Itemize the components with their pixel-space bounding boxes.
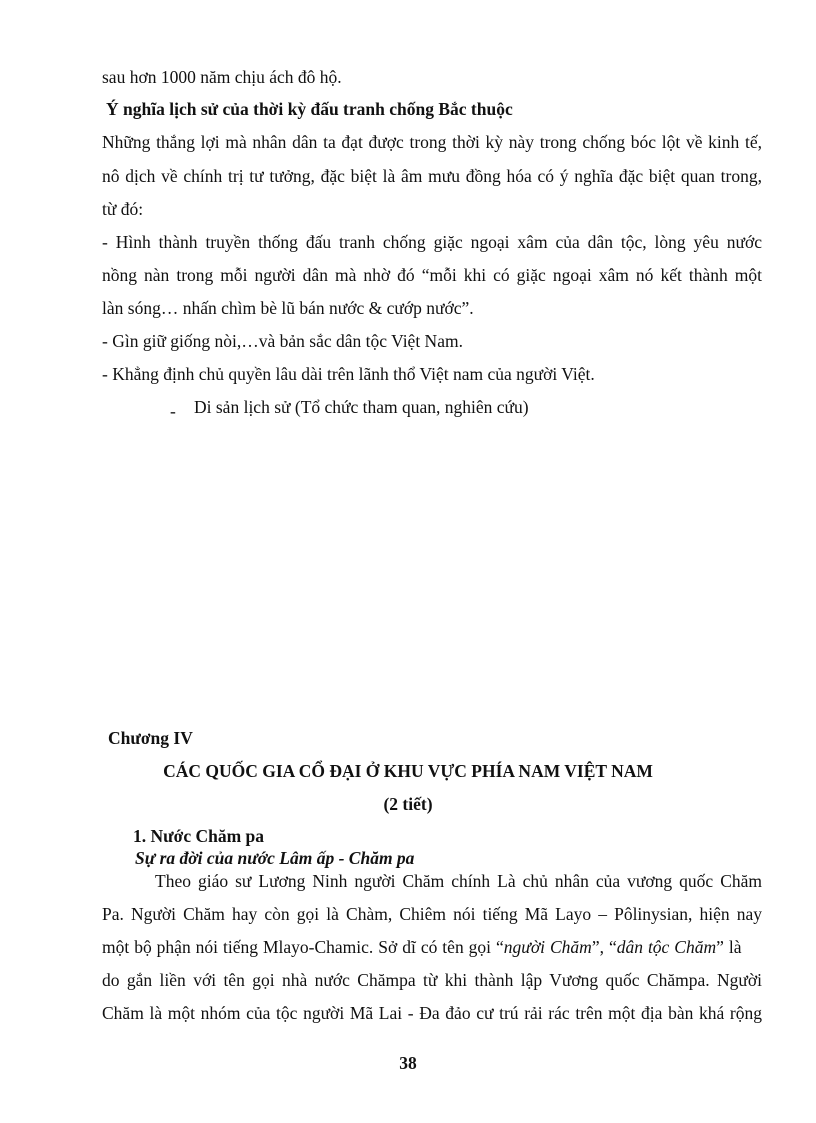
- paragraph-line-5: Chăm là một nhóm của tộc người Mã Lai - Đa đảo cư trú rải rác trên một địa bàn khá rộng: [102, 1003, 762, 1023]
- continuation-line: sau hơn 1000 năm chịu ách đô hộ.: [102, 67, 342, 87]
- sub-bullet-marker: -: [170, 401, 176, 421]
- bullet2: - Gìn giữ giống nòi,…và bản sắc dân tộc Việt Nam.: [102, 331, 463, 351]
- paragraph-line-3-part-b: ”, “: [591, 937, 617, 957]
- section-heading: 1. Nước Chăm pa: [133, 826, 265, 846]
- paragraph-line-3-part-c: ” là: [716, 937, 742, 957]
- bullet3: - Khẳng định chủ quyền lâu dài trên lãnh thổ Việt nam của người Việt.: [102, 364, 595, 384]
- paragraph-line-2: Pa. Người Chăm hay còn gọi là Chàm, Chiêm nói tiếng Mã Layo – Pôlinysian, hiện nay: [102, 904, 762, 924]
- chapter-title: CÁC QUỐC GIA CỔ ĐẠI Ở KHU VỰC PHÍA NAM VIỆT NAM: [163, 761, 653, 781]
- term-dan-toc-cham: dân tộc Chăm: [616, 937, 717, 957]
- significance-heading: Ý nghĩa lịch sử của thời kỳ đấu tranh chống Bắc thuộc: [106, 99, 513, 119]
- chapter-label: Chương IV: [108, 728, 193, 748]
- intro-line-3: từ đó:: [102, 199, 144, 219]
- paragraph-line-1: Theo giáo sư Lương Ninh người Chăm chính Là chủ nhân của vương quốc Chăm: [155, 871, 762, 891]
- paragraph-line-3: [102, 936, 762, 958]
- bullet1-line-2: nồng nàn trong mỗi người dân mà nhờ đó “mỗi khi có giặc ngoại xâm nó kết thành một: [102, 265, 762, 285]
- bullet1-line-1: - Hình thành truyền thống đấu tranh chống giặc ngoại xâm của dân tộc, lòng yêu nước: [102, 232, 762, 252]
- subsection-heading: Sự ra đời của nước Lâm ấp - Chăm pa: [135, 848, 415, 868]
- paragraph-line-3-part-a: một bộ phận nói tiếng Mlayo-Chamic. Sở dĩ có tên gọi “: [102, 937, 504, 957]
- page-number: 38: [399, 1053, 417, 1073]
- intro-line-1: Những thắng lợi mà nhân dân ta đạt được trong thời kỳ này trong chống bóc lột về kinh tế,: [102, 132, 762, 152]
- sub-bullet-text: Di sản lịch sử (Tổ chức tham quan, nghiên cứu): [194, 397, 529, 417]
- term-nguoi-cham: người Chăm: [503, 937, 592, 957]
- bullet1-line-3: làn sóng… nhấn chìm bè lũ bán nước & cướp nước”.: [102, 298, 474, 318]
- chapter-subtitle: (2 tiết): [383, 794, 433, 814]
- paragraph-line-4: do gắn liền với tên gọi nhà nước Chămpa từ khi thành lập Vương quốc Chămpa. Người: [102, 970, 762, 990]
- intro-line-2: nô dịch về chính trị tư tưởng, đặc biệt là âm mưu đồng hóa có ý nghĩa đặc biệt quan trong,: [102, 166, 762, 186]
